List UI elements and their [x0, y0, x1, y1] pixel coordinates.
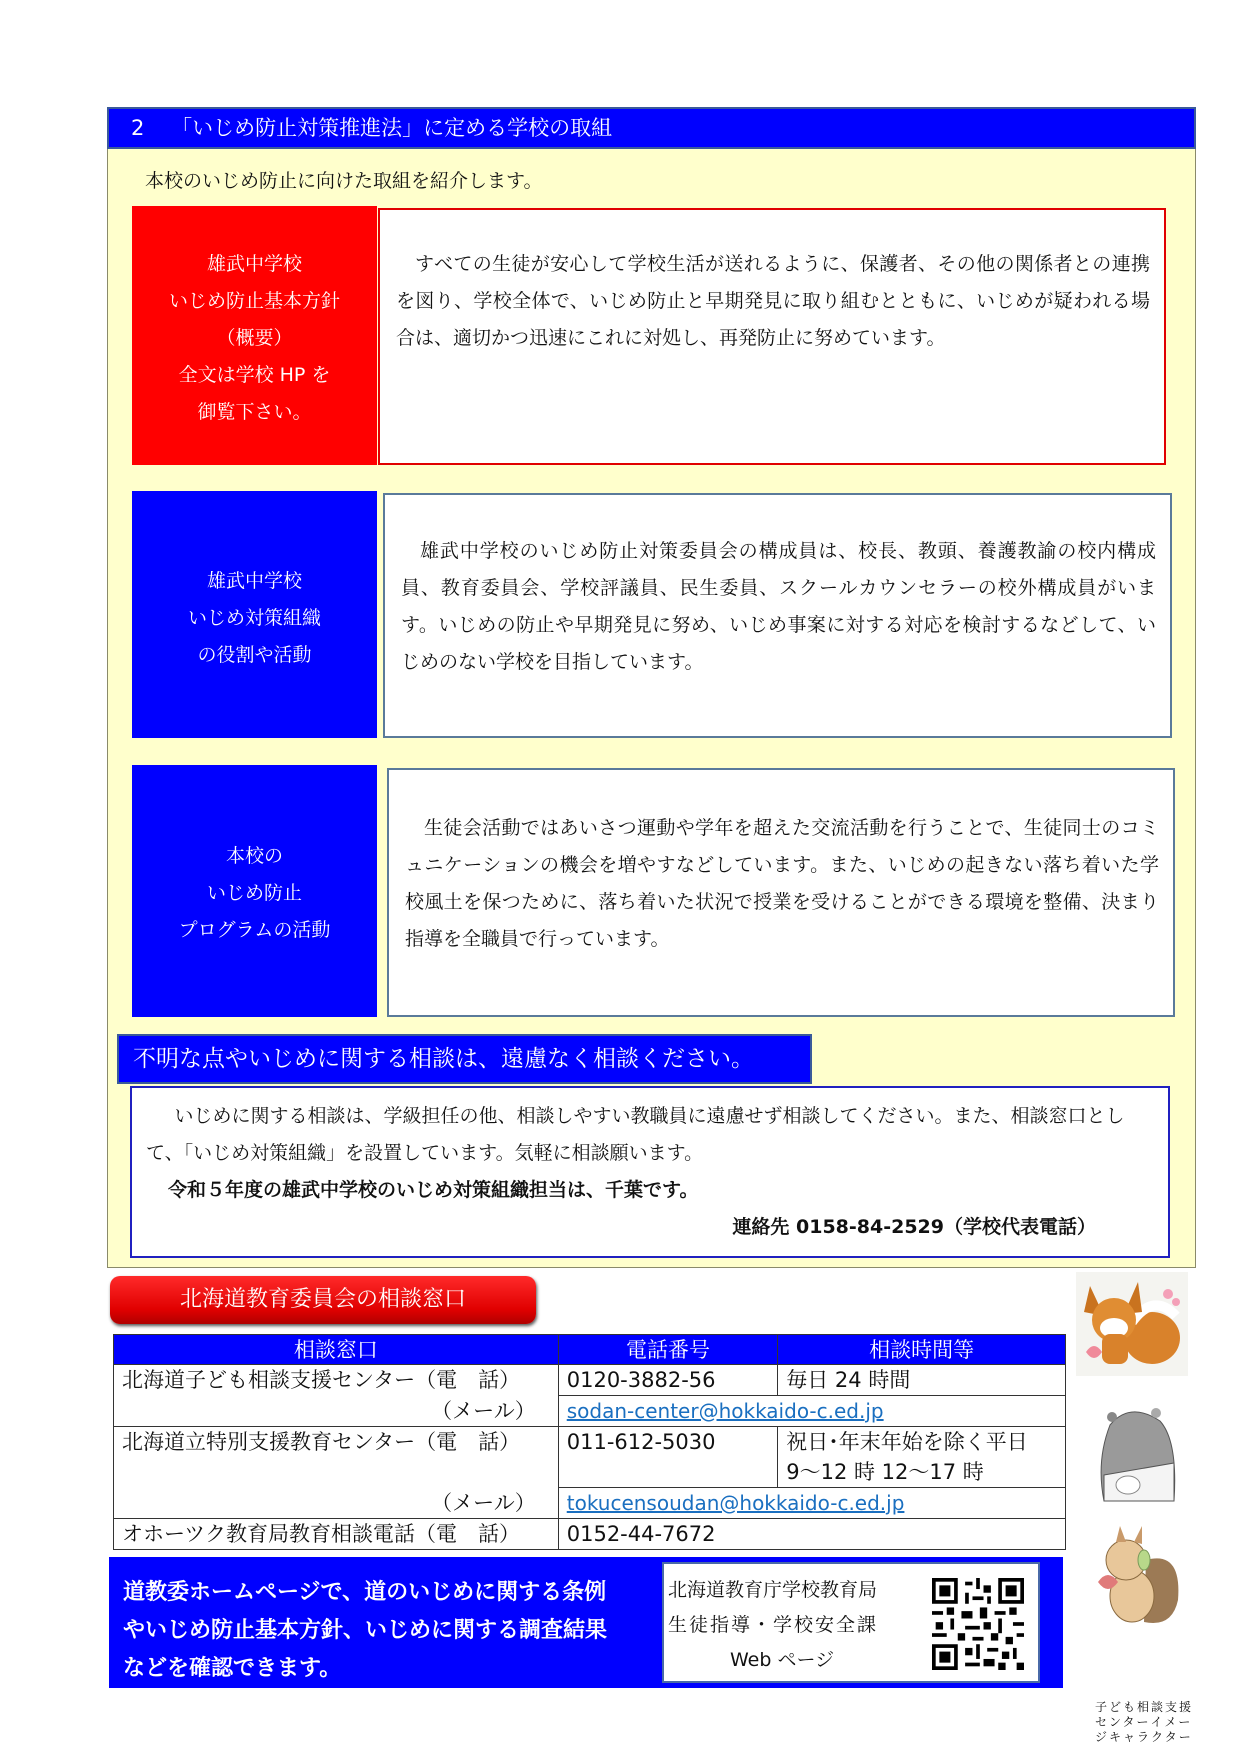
policy-text: すべての生徒が安心して学校生活が送れるように、保護者、その他の関係者との連携を図り、学校全体で、いじめ防止と早期発見に取り組むとともに、いじめが疑われる場合は、適切かつ迅速にこれに対処し、再発防止に努めています。 — [396, 253, 1150, 349]
label-line: の役割や活動 — [197, 644, 312, 666]
label-line: 雄武中学校 — [206, 570, 302, 592]
table-row — [114, 1396, 1066, 1427]
consult-table — [113, 1334, 1066, 1550]
row-hours: 祝日･年末年始を除く平日 — [778, 1427, 1066, 1458]
consult-box — [130, 1086, 1170, 1258]
row-mail-label: （メール） — [114, 1396, 559, 1427]
banner-line: やいじめ防止基本方針、いじめに関する調査結果 — [123, 1618, 608, 1643]
column-header: 電話番号 — [558, 1335, 778, 1365]
web-page-label — [668, 1573, 918, 1678]
banner-line: などを確認できます。 — [123, 1656, 342, 1681]
consult-heading: 不明な点やいじめに関する相談は、遠慮なく相談ください。 — [117, 1034, 812, 1084]
consult-text: いじめに関する相談は、学級担任の他、相談しやすい教職員に遠慮せず相談してください。また、相談窓口として、「いじめ対策組織」を設置しています。気軽に相談願います。 — [146, 1105, 1125, 1164]
row-hours: 9～12 時 12～17 時 — [778, 1457, 1066, 1488]
fox-mascot-icon — [1076, 1272, 1188, 1376]
label-line: プログラムの活動 — [178, 918, 331, 941]
row-name: オホーツク教育局教育相談電話（電 話） — [114, 1519, 559, 1550]
label-line: いじめ対策組織 — [187, 607, 321, 629]
organization-label — [132, 491, 377, 738]
row-name: 北海道子ども相談支援センター（電 話） — [114, 1365, 559, 1396]
table-row — [114, 1519, 1066, 1550]
empty-cell — [114, 1457, 559, 1488]
row-phone: 011-612-5030 — [558, 1427, 778, 1488]
row-name: 北海道立特別支援教育センター（電 話） — [114, 1427, 559, 1458]
label-line: いじめ防止 — [206, 881, 302, 904]
caption-line: 子ども相談支援 — [1095, 1700, 1194, 1714]
section-header — [107, 107, 1196, 149]
table-row — [114, 1427, 1066, 1458]
label-line: 全文は学校 HP を — [178, 364, 331, 386]
table-header-row — [114, 1335, 1066, 1365]
caption-line: センターイメー — [1095, 1715, 1193, 1729]
organization-text-box — [383, 493, 1172, 738]
label-line: いじめ防止基本方針 — [168, 290, 340, 312]
banner-text — [123, 1574, 668, 1688]
web-line: Web ページ — [730, 1649, 835, 1671]
web-line: 北海道教育庁学校教育局 — [668, 1579, 878, 1601]
consult-contact-person: 令和５年度の雄武中学校のいじめ対策組織担当は、千葉です。 — [168, 1179, 699, 1201]
row-phone: 0120-3882-56 — [558, 1365, 778, 1396]
hokkaido-consult-title: 北海道教育委員会の相談窓口 — [110, 1276, 536, 1324]
caption-line: ジキャラクター — [1095, 1730, 1193, 1744]
label-line: 雄武中学校 — [206, 253, 302, 275]
table-row — [114, 1488, 1066, 1519]
organization-text: 雄武中学校のいじめ防止対策委員会の構成員は、校長、教頭、養護教諭の校内構成員、教育委員会、学校評議員、民生委員、スクールカウンセラーの校外構成員がいます。いじめの防止や早期発見に努め、いじめ事案に対する対応を検討するなどして、いじめのない学校を目指しています。 — [401, 540, 1156, 673]
qr-code-icon[interactable] — [932, 1578, 1024, 1670]
section-number: 2 — [131, 116, 145, 140]
mascot-caption — [1095, 1700, 1205, 1745]
banner-line: 道教委ホームページで、道のいじめに関する条例 — [123, 1580, 607, 1605]
label-line: 本校の — [225, 844, 283, 867]
program-text-box — [387, 768, 1175, 1017]
policy-label — [132, 206, 377, 465]
program-label — [132, 765, 377, 1017]
email-link[interactable]: tokucensoudan@hokkaido-c.ed.jp — [566, 1491, 905, 1515]
row-hours: 毎日 24 時間 — [778, 1365, 1066, 1396]
policy-text-box — [378, 208, 1166, 465]
label-line: （概要） — [216, 327, 293, 349]
tapir-mascot-icon — [1090, 1395, 1182, 1510]
row-mail-label: （メール） — [114, 1488, 559, 1519]
web-line: 生徒指導・学校安全課 — [668, 1614, 879, 1636]
row-phone: 0152-44-7672 — [558, 1519, 1065, 1550]
squirrel-mascot-icon — [1090, 1520, 1182, 1630]
table-row — [114, 1365, 1066, 1396]
label-line: 御覧下さい。 — [197, 401, 312, 423]
consult-phone: 連絡先 0158-84-2529（学校代表電話） — [732, 1216, 1096, 1238]
program-text: 生徒会活動ではあいさつ運動や学年を超えた交流活動を行うことで、生徒同士のコミュニケーションの機会を増やすなどしています。また、いじめの起きない落ち着いた学校風土を保つために、落ち着いた状況で授業を受けることができる環境を整備、決まり指導を全職員で行っています。 — [405, 817, 1159, 950]
column-header: 相談時間等 — [778, 1335, 1066, 1365]
column-header: 相談窓口 — [114, 1335, 559, 1365]
email-link[interactable]: sodan-center@hokkaido-c.ed.jp — [566, 1399, 884, 1423]
section-title: 「いじめ防止対策推進法」に定める学校の取組 — [171, 116, 613, 140]
intro-text: 本校のいじめ防止に向けた取組を紹介します。 — [145, 170, 543, 192]
